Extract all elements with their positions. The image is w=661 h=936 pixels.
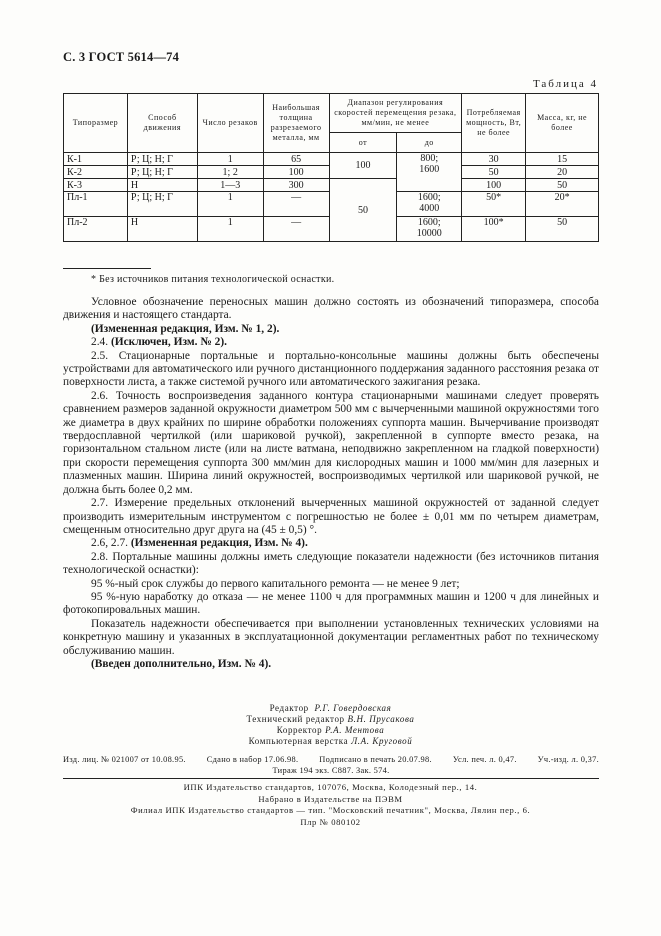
publisher-line: Набрано в Издательстве на ПЭВМ	[258, 793, 403, 804]
cell-thickness: 300	[263, 179, 329, 192]
imprint	[63, 754, 599, 776]
imprint-sent: Сдано в набор 17.06.98.	[206, 755, 299, 764]
imprint-sheets: Усл. печ. л. 0,47.	[452, 755, 517, 764]
credits	[0, 703, 661, 747]
cell-from-merged: 100	[329, 153, 397, 179]
amendment-note: (Измененная редакция, Изм. № 4).	[130, 537, 308, 550]
cell-to: 1600; 4000	[397, 192, 462, 217]
body-text	[63, 296, 599, 671]
cell-from-merged: 50	[329, 179, 397, 242]
cell-cutters: 1	[197, 153, 263, 166]
table-row	[64, 179, 599, 192]
cell-thickness: —	[263, 192, 329, 217]
publisher-info	[0, 782, 661, 828]
footnote-rule	[63, 268, 151, 269]
cell-mass: 20	[526, 166, 599, 179]
header-type: Типоразмер	[64, 94, 128, 153]
table-footnote: * Без источников питания технологической оснастки.	[91, 274, 335, 285]
paragraph: 2.7. Измерение предельных отклонений вычерченных машиной окружностей от заданной следует производить измерительным инструментом с погрешностью не более ± 0,01 мм по четырем диаметрам, смещенным относительно друг друга на (45 ± 0,5) °.	[63, 497, 599, 536]
credit-person: Р.Г. Говердовская	[314, 703, 392, 713]
cell-power: 50*	[462, 192, 526, 217]
cell-method: Р; Ц; Н; Г	[127, 192, 197, 217]
page-header: С. 3 ГОСТ 5614—74	[63, 50, 180, 64]
cell-cutters: 1; 2	[197, 166, 263, 179]
credit-label: Корректор	[276, 725, 323, 735]
paragraph: 95 %-ный срок службы до первого капитального ремонта — не менее 9 лет;	[91, 577, 460, 590]
paragraph: 2.6, 2.7. (Измененная редакция, Изм. № 4).	[91, 537, 308, 550]
cell-to: 1600; 10000	[397, 217, 462, 242]
cell-power: 50	[462, 166, 526, 179]
header-thickness: Наибольшая толщина разрезаемого металла, мм	[263, 94, 329, 153]
credit-proofreader	[0, 725, 661, 736]
imprint-print-run: Тираж 194 экз. С887. Зак. 574.	[272, 766, 390, 775]
credit-layout	[0, 736, 661, 747]
imprint-pub-sheets: Уч.-изд. л. 0,37.	[537, 755, 599, 764]
header-range: Диапазон регулирования скоростей перемещения резака, мм/мин, не менее	[329, 94, 462, 133]
cell-method: Н	[127, 179, 197, 192]
cell-power: 100	[462, 179, 526, 192]
cell-mass: 50	[526, 179, 599, 192]
credit-label: Редактор	[269, 703, 309, 713]
cell-type: К-3	[64, 179, 128, 192]
credit-editor	[0, 703, 661, 714]
cell-type: Пл-1	[64, 192, 128, 217]
paragraph: 95 %-ную наработку до отказа — не менее 1100 ч для программных машин и 1200 ч для линейных и фотокопировальных машин.	[63, 590, 599, 617]
header-to: до	[397, 133, 462, 153]
cell-method: Р; Ц; Н; Г	[127, 153, 197, 166]
cell-cutters: 1	[197, 217, 263, 242]
credit-label: Компьютерная верстка	[248, 736, 349, 746]
header-cutters: Число резаков	[197, 94, 263, 153]
cell-thickness: 65	[263, 153, 329, 166]
header-power: Потребляемая мощность, Вт, не более	[462, 94, 526, 153]
imprint-signed: Подписано в печать 20.07.98.	[319, 755, 432, 764]
cell-type: К-2	[64, 166, 128, 179]
cell-cutters: 1—3	[197, 179, 263, 192]
paragraph: 2.8. Портальные машины должны иметь следующие показатели надежности (без источников питания технологической оснастки):	[63, 550, 599, 577]
cell-power: 100*	[462, 217, 526, 242]
excluded-note: (Исключен, Изм. № 2).	[110, 336, 227, 349]
publisher-line: Плр № 080102	[300, 816, 361, 827]
header-from: от	[329, 133, 397, 153]
table-label: Таблица 4	[532, 78, 598, 90]
cell-cutters: 1	[197, 192, 263, 217]
cell-method: Р; Ц; Н; Г	[127, 166, 197, 179]
header-mass: Масса, кг, не более	[526, 94, 599, 153]
imprint-license: Изд. лиц. № 021007 от 10.08.95.	[63, 755, 186, 764]
cell-type: К-1	[64, 153, 128, 166]
header-method: Способ движения	[127, 94, 197, 153]
cell-mass: 20*	[526, 192, 599, 217]
paragraph: 2.4. (Исключен, Изм. № 2).	[91, 336, 227, 349]
publisher-line: ИПК Издательство стандартов, 107076, Москва, Колодезный пер., 14.	[183, 782, 478, 792]
cell-method: Н	[127, 217, 197, 242]
credit-person: Р.А. Ментова	[325, 725, 385, 735]
cell-to-merged: 800; 1600	[397, 153, 462, 192]
cell-mass: 15	[526, 153, 599, 166]
cell-thickness: —	[263, 217, 329, 242]
paragraph: Условное обозначение переносных машин должно состоять из обозначений типоразмера, способа движения и настоящего стандарта.	[63, 296, 599, 322]
credit-tech-editor	[0, 714, 661, 725]
specs-table	[63, 93, 599, 242]
paragraph: 2.5. Стационарные портальные и портально-консольные машины должны быть обеспечены устройствами для автоматического или ручного дистанционного поддержания заданного расстояния резака от поверхности листа, а также системой ручного или автоматического зажигания резака.	[63, 349, 600, 389]
paragraph: 2.6. Точность воспроизведения заданного контура стационарными машинами следует проверять сравнением размеров заданной окружности диаметром 500 мм с вычерченными машиной окружностями того же диаметра в двух крайних по ширине обработки положениях суппорта машин. Вычерчивание производят твердосплавной чертилкой (или шариковой ручкой), закрепленной в суппорте вместо резака, на горизонтальном стальном листе (или на листе ватмана, неподвижно закрепленном на гладкой поверхности) при скорости перемещения суппорта 300 мм/мин для кислородных машин и 1000 мм/мин для лазерных и плазменных машин. Ширина линий окружностей, воспроизводимых чертилкой или шариковой ручкой, не должна быть более 0,2 мм.	[63, 389, 599, 496]
cell-type: Пл-2	[64, 217, 128, 242]
credit-person: В.Н. Прусакова	[347, 714, 415, 724]
imprint-rule	[63, 778, 599, 779]
amendment-note: (Введен дополнительно, Изм. № 4).	[91, 657, 272, 670]
cell-mass: 50	[526, 217, 599, 242]
publisher-line: Филиал ИПК Издательство стандартов — тип. "Московский печатник", Москва, Лялин пер., 6.	[130, 805, 531, 816]
credit-person: Л.А. Круговой	[351, 736, 413, 746]
cell-thickness: 100	[263, 166, 329, 179]
table-row	[64, 153, 599, 166]
amendment-note: (Измененная редакция, Изм. № 1, 2).	[91, 322, 280, 335]
credit-label: Технический редактор	[246, 714, 345, 724]
cell-power: 30	[462, 153, 526, 166]
paragraph: Показатель надежности обеспечивается при выполнении установленных технических условиями на конкретную машину и указанных в эксплуатационной документации регламентных работ по техническому обслуживанию машин.	[63, 617, 599, 657]
